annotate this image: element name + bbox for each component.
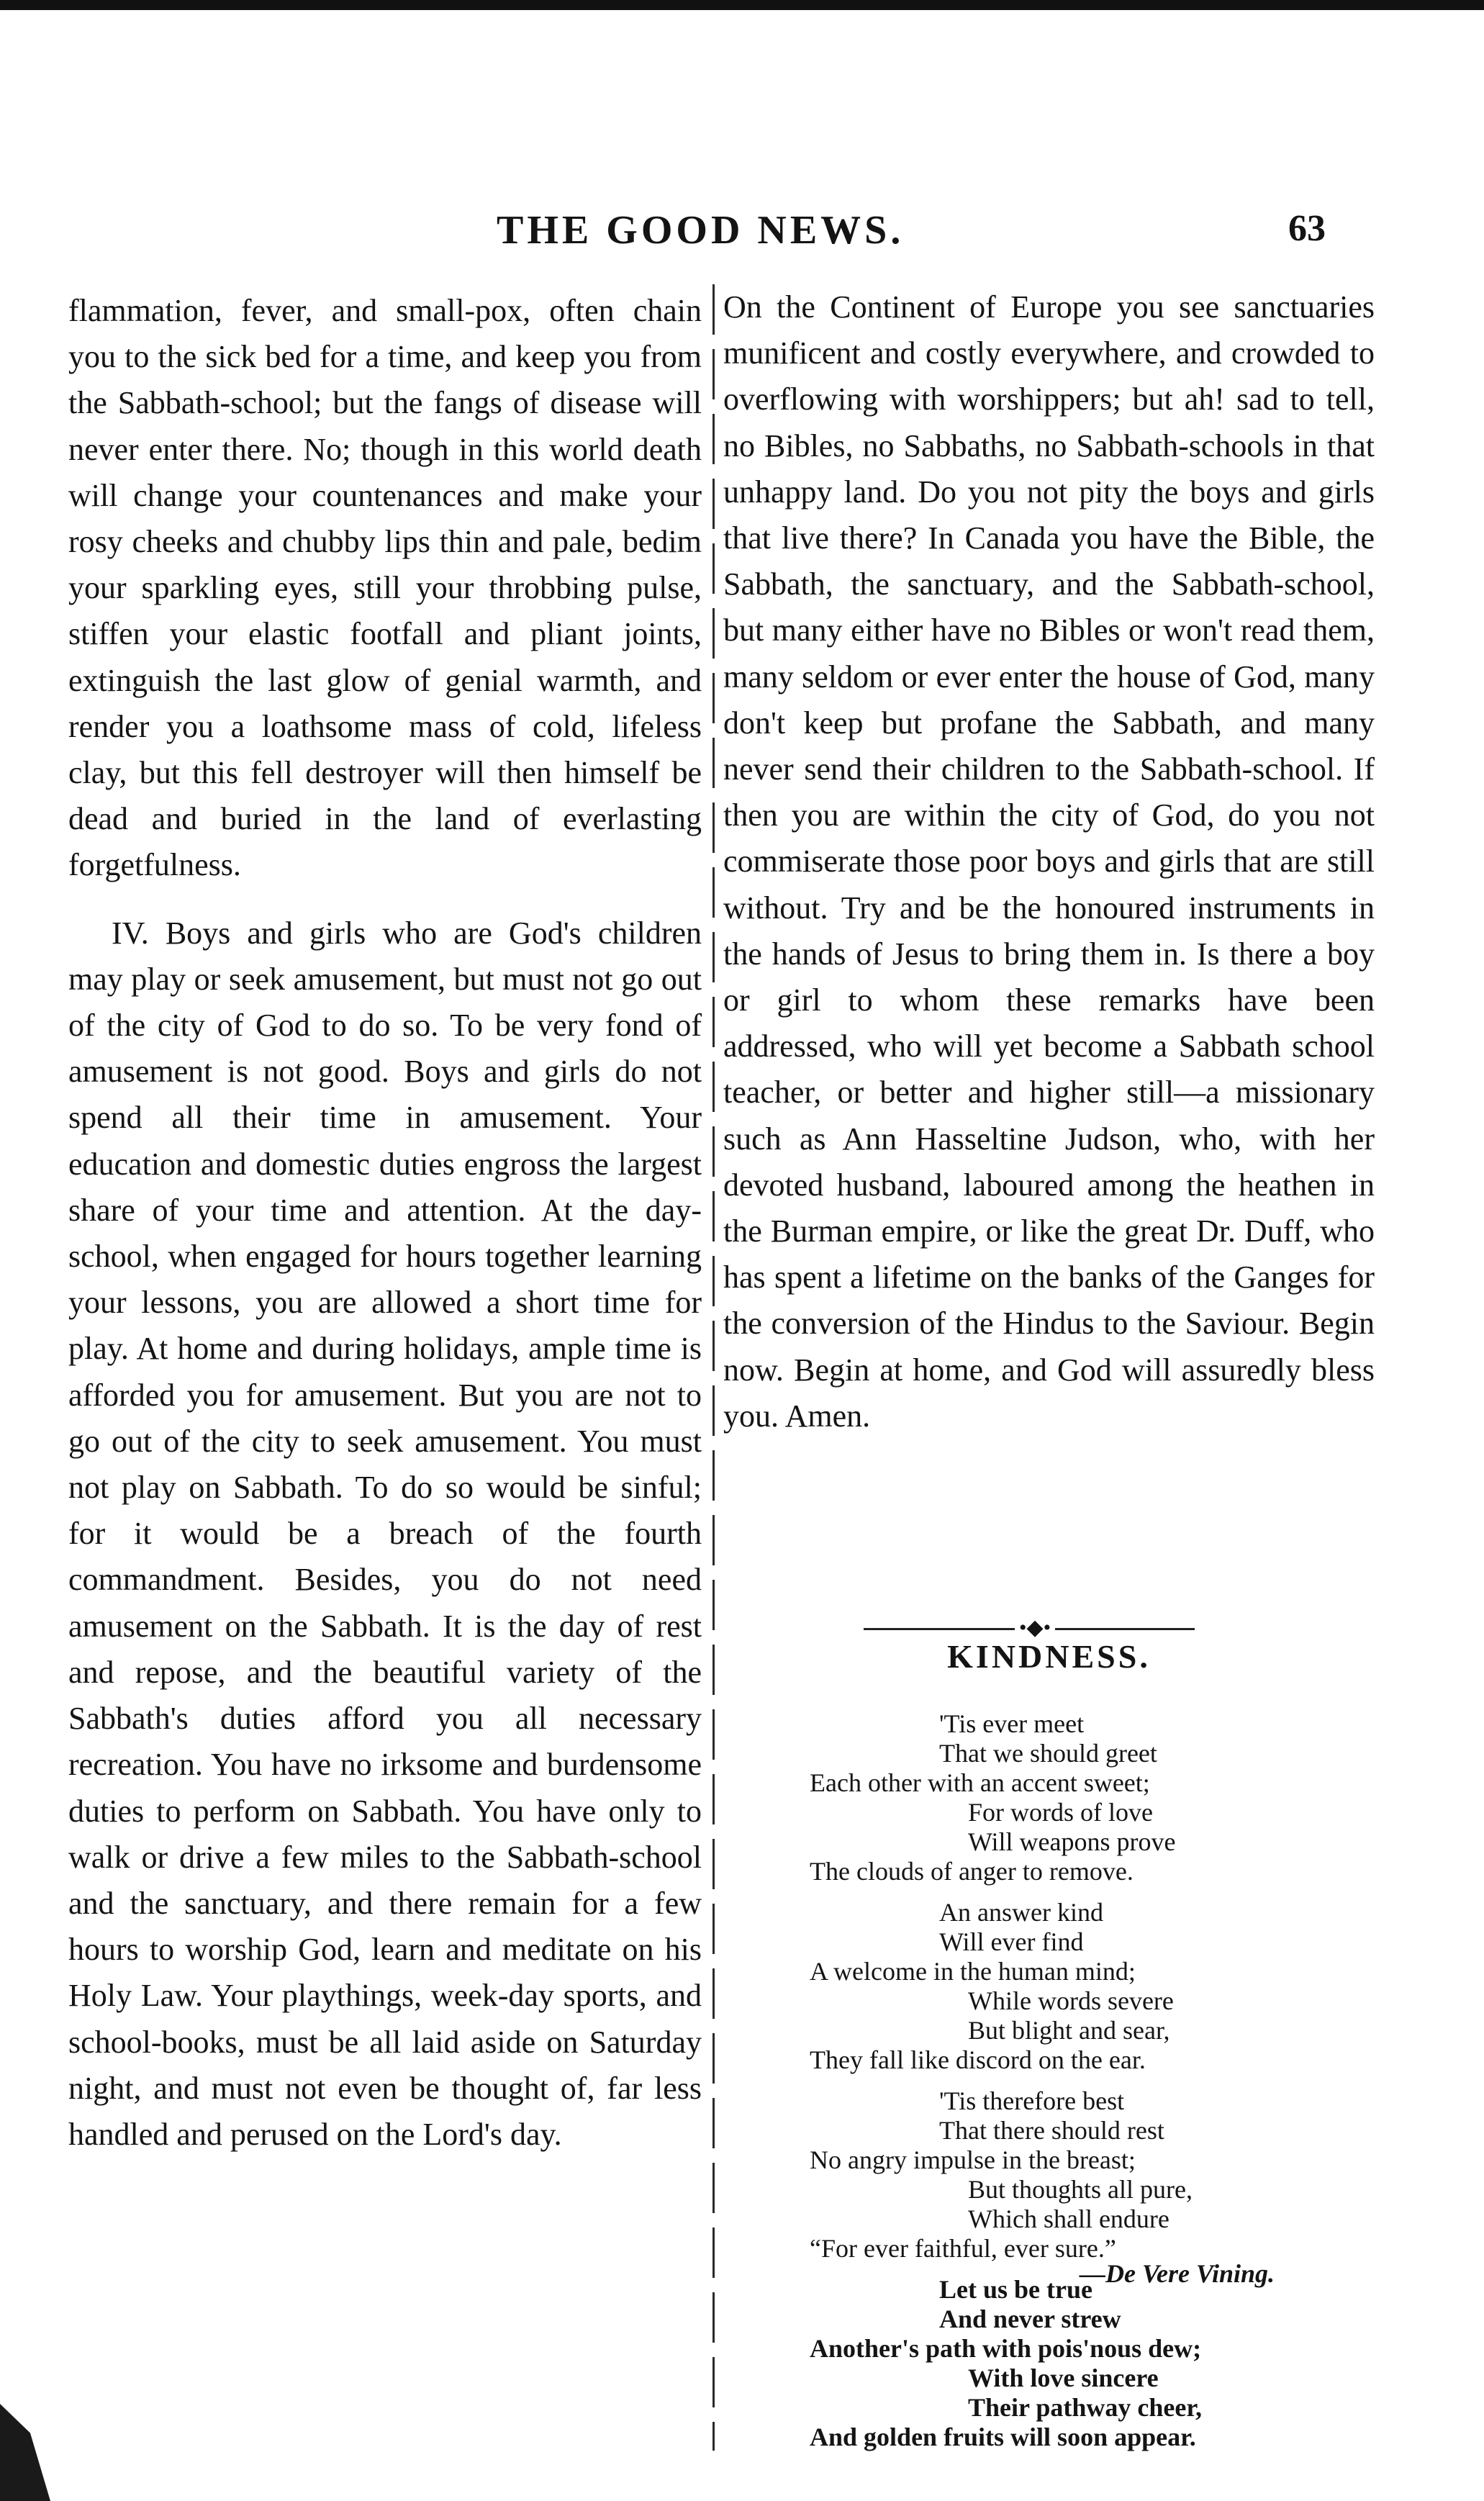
left-paragraph-2: IV. Boys and girls who are God's children may play or seek amusement, but must not go out of the city of God to do so. To be very fond of amusement is not good. Boys and girls do not spend all their time in amusement. Your education and domestic duties engross the largest share of your time and attention. At the day-school, when engaged for hours together learning your lessons, you are allowed a short time for play. At home and during holidays, ample time is afforded you for amusement. But you are not to go out of the city to seek amusement. You must not play on Sabbath. To do so would be sinful; for it would be a breach of the fourth commandment. Besides, you do not need amusement on the Sabbath. It is the day of rest and repose, and the beautiful variety of the Sabbath's duties afford you all necessary recreation. You have no irksome and burdensome duties to perform on Sabbath. You have only to walk or drive a few miles to the Sabbath-school and the sanctuary, and there remain for a few hours to worship God, learn and meditate on his Holy Law. Your playthings, week-day sports, and school-books, must be all laid aside on Saturday night, and must not even be thought of, far less handled and perused on the Lord's day. — [68, 915, 702, 2152]
poem-title: KINDNESS. — [947, 1638, 1151, 1675]
poem-line: “For ever faithful, ever sure.” — [810, 2234, 1116, 2263]
poem-line: 'Tis therefore best — [939, 2086, 1125, 2115]
poem-stanza-1 — [723, 1709, 1375, 1886]
page-number: 63 — [1288, 208, 1326, 249]
poem-line: An answer kind — [939, 1898, 1103, 1927]
poem-line: Each other with an accent sweet; — [810, 1768, 1150, 1797]
poem-line: While words severe — [968, 1986, 1174, 2015]
right-column — [723, 284, 1375, 1439]
poem-line: That we should greet — [939, 1739, 1157, 1768]
poem-line: That there should rest — [939, 2116, 1164, 2145]
poem-line: They fall like discord on the ear. — [810, 2045, 1146, 2074]
left-column — [68, 288, 702, 2158]
poem-line: And golden fruits will soon appear. — [810, 2423, 1196, 2451]
running-head — [0, 207, 1484, 265]
poem-line: Will ever find — [939, 1927, 1084, 1956]
poem-line: But thoughts all pure, — [968, 2175, 1193, 2204]
poem-line: The clouds of anger to remove. — [810, 1857, 1134, 1886]
poem-line: Their pathway cheer, — [968, 2393, 1203, 2422]
poem-line: A welcome in the human mind; — [810, 1957, 1136, 1986]
section-divider-ornament: •◆• — [1015, 1615, 1055, 1640]
poem-line: 'Tis ever meet — [939, 1709, 1085, 1738]
poem-stanza-4 — [723, 2275, 1375, 2452]
page-top-border — [0, 0, 1484, 16]
right-paragraph: On the Continent of Europe you see sanctuaries munificent and costly everywhere, and crowded to overflowing with worshippers; but ah! sad to tell, no Bibles, no Sabbaths, no Sabbath-schools in that unhappy land. Do you not pity the boys and girls that live there? In Canada you have the Bible, the Sabbath, the sanctuary, and the Sabbath-school, but many either have no Bibles or won't read them, many seldom or ever enter the house of God, many don't keep but profane the Sabbath, and many never send their children to the Sabbath-school. If then you are within the city of God, do you not commiserate those poor boys and girls that are still without. Try and be the honoured instruments in the hands of Jesus to bring them in. Is there a boy or girl to whom these remarks have been addressed, who will yet become a Sabbath school teacher, or better and higher still—a missionary such as Ann Hasseltine Judson, who, with her devoted husband, laboured among the heathen in the Burman empire, or like the great Dr. Duff, who has spent a lifetime on the banks of the Ganges for the conversion of the Hindus to the Saviour. Begin now. Begin at home, and God will assuredly bless you. Amen. — [723, 289, 1375, 1434]
poem-body — [723, 1709, 1375, 2464]
left-paragraph-1: flammation, fever, and small-pox, often chain you to the sick bed for a time, and keep you from the Sabbath-school; but the fangs of disease will never enter there. No; though in this world death will change your countenances and make your rosy cheeks and chubby lips thin and pale, bedim your sparkling eyes, still your throbbing pulse, stiffen your elastic footfall and pliant joints, extinguish the last glow of genial warmth, and render you a loathsome mass of cold, lifeless clay, but this fell destroyer will then himself be dead and buried in the land of everlasting forgetfulness. — [68, 293, 702, 883]
poem-line: With love sincere — [968, 2364, 1159, 2392]
poem-line: For words of love — [968, 1798, 1153, 1827]
column-divider — [712, 284, 715, 2451]
page-corner-shadow — [0, 2404, 50, 2501]
running-title: THE GOOD NEWS. — [497, 208, 905, 253]
poem-stanza-3 — [723, 2086, 1375, 2263]
poem-line: No angry impulse in the breast; — [810, 2145, 1136, 2174]
poem-line: Which shall endure — [968, 2204, 1169, 2233]
poem-line: Let us be true — [939, 2275, 1092, 2304]
poem-line: Will weapons prove — [968, 1827, 1176, 1856]
poem-stanza-2 — [723, 1898, 1375, 2075]
poem-line: And never strew — [939, 2305, 1121, 2333]
poem-line: Another's path with pois'nous dew; — [810, 2334, 1202, 2363]
poem-attribution: —De Vere Vining. — [1080, 2259, 1275, 2288]
poem-line: But blight and sear, — [968, 2016, 1170, 2045]
